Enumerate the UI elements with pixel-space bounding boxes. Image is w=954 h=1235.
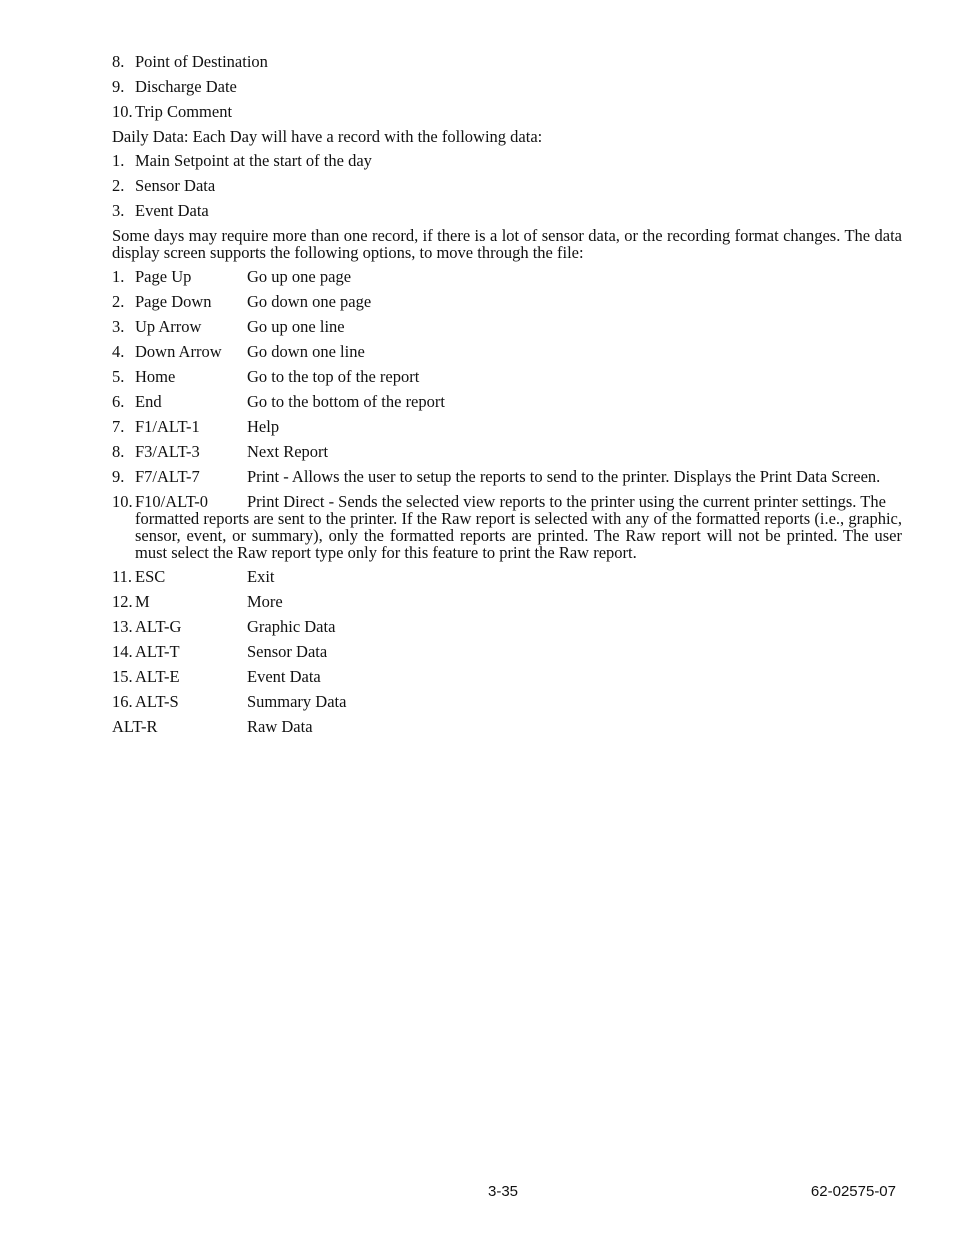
option-row xyxy=(112,668,902,686)
option-key: ALT-S xyxy=(135,692,179,711)
option-description: Print Direct - Sends the selected view reports to the printer using the current printer settings. The xyxy=(247,492,886,511)
option-row xyxy=(112,618,902,636)
option-row xyxy=(112,293,902,311)
list-item xyxy=(112,53,902,71)
options-intro: Some days may require more than one record, if there is a lot of sensor data, or the recording format changes. The data display screen supports the following options, to move through the file: xyxy=(112,226,902,262)
option-number: 6. xyxy=(112,392,125,411)
option-row xyxy=(112,468,902,486)
document-number: 62-02575-07 xyxy=(810,1183,896,1200)
option-key: ALT-T xyxy=(135,642,180,661)
option-description: Go up one line xyxy=(247,317,345,336)
list-item xyxy=(112,103,902,121)
option-row xyxy=(112,418,902,436)
option-key: ESC xyxy=(135,567,166,586)
option-row xyxy=(112,643,902,661)
option-key: Home xyxy=(135,367,176,386)
option-description: Go down one page xyxy=(247,292,372,311)
option-number: 2. xyxy=(112,292,125,311)
option-key: Page Down xyxy=(135,292,212,311)
option-number: 5. xyxy=(112,367,125,386)
list-text: Sensor Data xyxy=(135,176,216,195)
list-number: 8. xyxy=(112,52,125,71)
option-description: Graphic Data xyxy=(247,617,336,636)
list-text: Event Data xyxy=(135,201,209,220)
option-number: 3. xyxy=(112,317,125,336)
option-description: Print - Allows the user to setup the reports to send to the printer. Displays the Print Data Screen. xyxy=(247,467,881,486)
option-description: Next Report xyxy=(247,442,329,461)
list-item xyxy=(112,152,902,170)
option-number: 4. xyxy=(112,342,125,361)
option-description: Event Data xyxy=(247,667,321,686)
option-description: Go down one line xyxy=(247,342,365,361)
option-row xyxy=(112,343,902,361)
option-description: Go up one page xyxy=(247,267,352,286)
option-key: End xyxy=(135,392,162,411)
option-description: Go to the bottom of the report xyxy=(247,392,445,411)
option-description-continued: formatted reports are sent to the printer. If the Raw report is selected with any of the formatted reports (i.e., graphic, sensor, event, or summary), only the formatted reports are printed. The Raw report will not be printed. The user must select the Raw report type only for this feature to print the Raw report. xyxy=(135,509,902,562)
option-number: 9. xyxy=(112,467,125,486)
option-row xyxy=(112,693,902,711)
option-row xyxy=(112,568,902,586)
option-key: ALT-E xyxy=(135,667,180,686)
document-body xyxy=(112,53,902,743)
option-row xyxy=(112,718,902,736)
option-key: ALT-G xyxy=(135,617,182,636)
option-description: Go to the top of the report xyxy=(247,367,420,386)
list-text: Point of Destination xyxy=(135,52,268,71)
option-key: ALT-R xyxy=(112,717,158,736)
option-number: 16. xyxy=(112,692,133,711)
option-number: 13. xyxy=(112,617,133,636)
list-number: 2. xyxy=(112,176,125,195)
list-number: 1. xyxy=(112,151,125,170)
list-item xyxy=(112,202,902,220)
list-text: Discharge Date xyxy=(135,77,237,96)
list-number: 3. xyxy=(112,201,125,220)
option-number: 15. xyxy=(112,667,133,686)
option-key: Up Arrow xyxy=(135,317,202,336)
option-key: F1/ALT-1 xyxy=(135,417,200,436)
option-row xyxy=(112,393,902,411)
option-row xyxy=(112,593,902,611)
option-key: Down Arrow xyxy=(135,342,222,361)
page-number: 3-35 xyxy=(488,1183,519,1200)
option-key: M xyxy=(135,592,150,611)
daily-data-intro: Daily Data: Each Day will have a record with the following data: xyxy=(112,127,543,146)
list-text: Trip Comment xyxy=(135,102,233,121)
option-number: 10. xyxy=(112,492,133,511)
option-description: Help xyxy=(247,417,280,436)
list-number: 9. xyxy=(112,77,125,96)
option-number: 1. xyxy=(112,267,125,286)
option-row xyxy=(112,268,902,286)
option-number: 12. xyxy=(112,592,133,611)
option-row xyxy=(112,368,902,386)
option-number: 7. xyxy=(112,417,125,436)
list-item xyxy=(112,78,902,96)
option-number: 8. xyxy=(112,442,125,461)
option-description: Summary Data xyxy=(247,692,347,711)
print-direct-option xyxy=(112,493,902,561)
option-number: 14. xyxy=(112,642,133,661)
option-description: Exit xyxy=(247,567,275,586)
option-key: F3/ALT-3 xyxy=(135,442,200,461)
option-row xyxy=(112,318,902,336)
option-key: Page Up xyxy=(135,267,192,286)
option-number: 11. xyxy=(112,567,133,586)
option-description: More xyxy=(247,592,283,611)
option-row xyxy=(112,443,902,461)
option-description: Sensor Data xyxy=(247,642,328,661)
list-number: 10. xyxy=(112,102,133,121)
list-item xyxy=(112,177,902,195)
option-description: Raw Data xyxy=(247,717,313,736)
option-key: F7/ALT-7 xyxy=(135,467,200,486)
list-text: Main Setpoint at the start of the day xyxy=(135,151,372,170)
option-key: F10/ALT-0 xyxy=(135,492,209,511)
